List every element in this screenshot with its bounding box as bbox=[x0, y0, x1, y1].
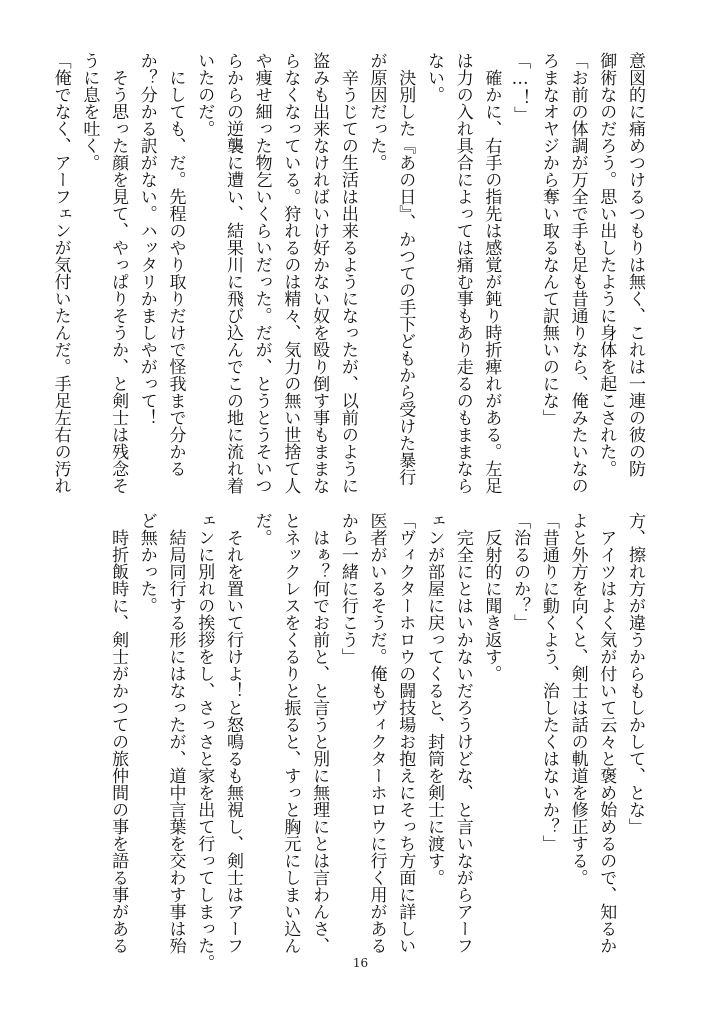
text-line: 盗みも出来なければいけ好かない奴を殴り倒す事もままな bbox=[309, 52, 330, 494]
text-line: 反射的に聞き返す。 bbox=[481, 512, 502, 682]
text-line: が原因だった。 bbox=[366, 52, 387, 171]
text-line: 時折飯時に、剣士がかつての旅仲間の事を語る事がある bbox=[108, 512, 129, 954]
text-line: 「…！」 bbox=[510, 52, 531, 123]
text-line: は力の入れ具合によっては痛む事もあり走るのもままなら bbox=[452, 52, 473, 494]
upper-text-block bbox=[50, 52, 649, 494]
text-line: そう思った顔を見て、やっぱりそうか、と剣士は残念そ bbox=[108, 52, 129, 494]
text-line: 意図的に痛めつけるつもりは無く、これは一連の彼の防 bbox=[625, 52, 645, 477]
text-line: ど無かった。 bbox=[136, 512, 157, 614]
text-line: 「昔通りに動くよう、治したくはないか？」 bbox=[538, 512, 559, 852]
text-line: 方、擦れ方が違うからもしかして、とな」 bbox=[625, 512, 645, 835]
text-line: それを置いて行けよ！と怒鳴るも無視し、剣士はアーフ bbox=[222, 512, 243, 954]
text-line: 確かに、右手の指先は感覚が鈍り時折痺れがある。左足 bbox=[481, 52, 502, 494]
text-line: から一緒に行こう」 bbox=[337, 512, 358, 665]
text-line: 辛うじての生活は出来るようになったが、以前のように bbox=[337, 52, 358, 494]
text-line: ない。 bbox=[423, 52, 444, 103]
text-line: 決別した『あの日』、かつての手下どもから受けた暴行 bbox=[395, 52, 416, 486]
text-line: らからの逆襲に遭い、結果川に飛び込んでこの地に流れ着 bbox=[222, 52, 243, 494]
text-line: 御術なのだろう。思い出したように身体を起こされた。 bbox=[596, 52, 617, 477]
text-line: や痩せ細った物乞いくらいだった。だが、とうとうそいつ bbox=[251, 52, 272, 494]
text-line: だ。 bbox=[251, 512, 272, 546]
text-line: 「治るのか？」 bbox=[510, 512, 531, 631]
text-line: にしても、だ。先程のやり取りだけで怪我まで分かる bbox=[165, 52, 186, 477]
text-line: らなくなっている。狩れるのは精々、気力の無い世捨て人 bbox=[280, 52, 301, 494]
text-line: はぁ？何でお前と、と言うと別に無理にとは言わんさ、 bbox=[309, 512, 330, 954]
text-line: 結局同行する形にはなったが、道中言葉を交わす事は殆 bbox=[165, 512, 186, 954]
text-line: ろまなオヤジから奪い取るなんて訳無いのにな」 bbox=[538, 52, 559, 426]
text-line: 完全にとはいかないだろうけどな、と言いながらアーフ bbox=[452, 512, 473, 954]
text-line: うに息を吐く。 bbox=[79, 52, 100, 171]
page-number: 16 bbox=[352, 956, 369, 970]
text-line: か？分かる訳がない。ハッタリかましやがって！ bbox=[136, 52, 157, 426]
text-line: 医者がいるそうだ。俺もヴィクターホロウに行く用がある bbox=[366, 512, 387, 954]
text-line: ェンが部屋に戻ってくると、封筒を剣士に渡す。 bbox=[423, 512, 444, 886]
text-line: アイツはよく気が付いて云々と褒め始めるので、知るか bbox=[596, 512, 617, 954]
text-line: 「お前の体調が万全で手も足も昔通りなら、俺みたいなの bbox=[567, 52, 588, 494]
text-line: ェンに別れの挨拶をし、さっさと家を出て行ってしまった。 bbox=[194, 512, 215, 971]
text-line: とネックレスをくるりと振ると、すっと胸元にしまい込ん bbox=[280, 512, 301, 954]
text-line: よと外方を向くと、剣士は話の軌道を修正する。 bbox=[567, 512, 588, 886]
text-line: 「ヴィクターホロウの闘技場お抱えにそっち方面に詳しい bbox=[395, 512, 416, 954]
text-line: いたのだ。 bbox=[194, 52, 215, 137]
text-line: 「俺でなく、アーフェンが気付いたんだ。手足左右の汚れ bbox=[50, 52, 71, 494]
